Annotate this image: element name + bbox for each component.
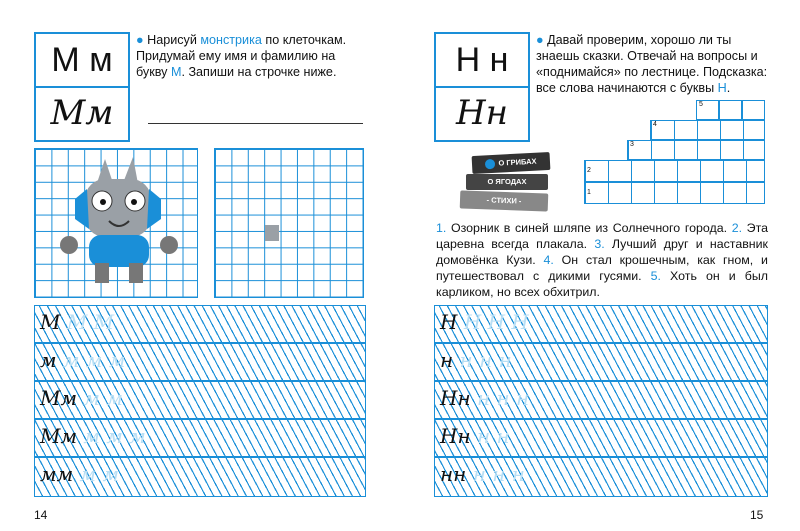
crossword-cell[interactable] bbox=[719, 100, 742, 120]
right-copy-line-5: нн н н н bbox=[440, 462, 525, 486]
monster-illustration bbox=[35, 149, 197, 297]
crossword-cell[interactable]: 5 bbox=[696, 100, 719, 120]
book-3: - СТИХИ - bbox=[460, 190, 549, 211]
left-letter-box bbox=[34, 32, 130, 142]
crossword-row-2[interactable]: 2 bbox=[584, 160, 765, 182]
left-instruction: ● Нарисуй монстрика по клеточкам. Придумай ему имя и фамилию на букву М. Запиши на строчке ниже. bbox=[136, 33, 347, 79]
left-copy-line-1: М М М bbox=[40, 310, 115, 334]
right-letter-box bbox=[434, 32, 530, 142]
left-copy-line-3: Мм м м bbox=[40, 386, 123, 410]
right-print-letter: Н н bbox=[436, 34, 528, 88]
staircase-crossword[interactable] bbox=[584, 100, 768, 212]
page-number-left: 14 bbox=[34, 508, 48, 522]
bullet-icon: ● bbox=[536, 33, 548, 47]
books-illustration bbox=[458, 150, 558, 220]
right-instruction: ● Давай проверим, хорошо ли ты знаешь сказки. Отвечай на вопросы и «поднимайся» по лестнице. Подсказка: все слова начинаются с буквы Н. bbox=[536, 33, 768, 95]
book-2: О ЯГОДАХ bbox=[466, 174, 548, 190]
page-number-right: 15 bbox=[750, 508, 764, 522]
right-copy-line-4: Нн н н bbox=[440, 424, 510, 448]
name-answer-line[interactable] bbox=[148, 123, 363, 124]
questions-text: 1. Озорник в синей шляпе из Солнечного города. 2. Эта царевна всегда плакала. 3. Лучший друг и наставник домовёнка Кузи. 4. Он стал крошечным, как гном, и путешествовал с дикими гусями. 5. Хоть он и был карликом, но всех обхитрил. bbox=[436, 221, 768, 299]
left-script-letter: Мм bbox=[50, 93, 114, 133]
left-copy-line-4: Мм м м м bbox=[40, 424, 146, 448]
left-copy-line-5: мм м м bbox=[40, 462, 120, 486]
book-1: О ГРИБАХ bbox=[472, 152, 551, 174]
crossword-row-4[interactable]: 4 bbox=[650, 120, 765, 140]
crossword-cell[interactable] bbox=[742, 100, 765, 120]
right-copy-line-3: Нн н н н bbox=[440, 386, 530, 410]
monster-grid bbox=[34, 148, 198, 298]
start-marker bbox=[265, 225, 279, 241]
right-copy-line-2: н н н н bbox=[440, 348, 512, 372]
right-copy-line-1: Н Н Н Н bbox=[440, 310, 529, 334]
crossword-row-1[interactable]: 1 bbox=[584, 182, 765, 204]
right-script-letter: Нн bbox=[455, 93, 509, 133]
drawing-grid[interactable] bbox=[214, 148, 364, 298]
left-print-letter: М м bbox=[36, 34, 128, 88]
crossword-row-3[interactable]: 3 bbox=[627, 140, 765, 160]
left-copy-line-2: м м м м bbox=[40, 348, 126, 372]
bullet-icon: ● bbox=[136, 33, 148, 47]
